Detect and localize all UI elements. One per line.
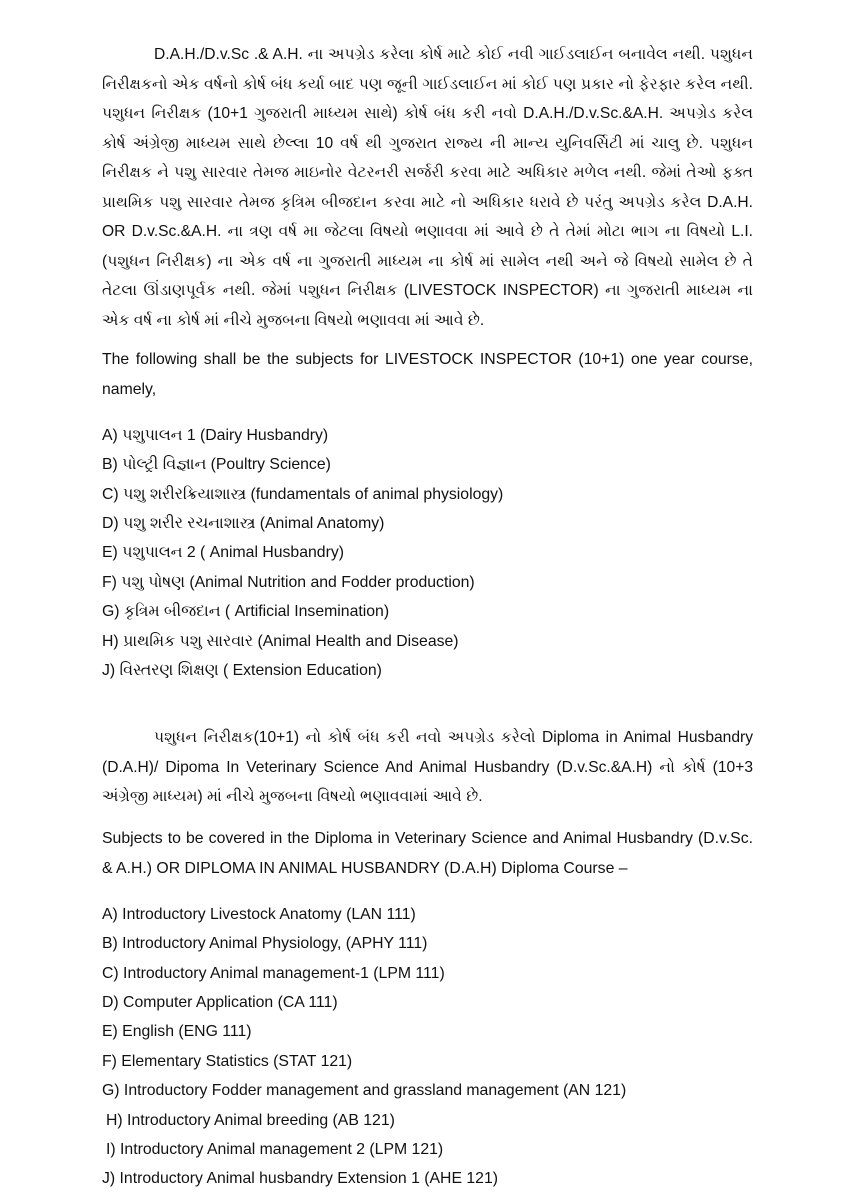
list-item: A) પશુપાલન 1 (Dairy Husbandry)	[102, 426, 329, 444]
list-item: F) Elementary Statistics (STAT 121)	[102, 1052, 353, 1070]
list-item: I) Introductory Animal management 2 (LPM 121)	[106, 1141, 444, 1158]
list-item: A) Introductory Livestock Anatomy (LAN 111)	[102, 905, 416, 923]
dah-course-heading: Subjects to be covered in the Diploma in Veterinary Science and Animal Husbandry (D.v.Sc. & A.H.) OR DIPLOMA IN ANIMAL HUSBANDRY (D.A.H) Diploma Course –	[102, 829, 753, 877]
list-item: G) Introductory Fodder management and grassland management (AN 121)	[102, 1082, 627, 1100]
list-item: D) પશુ શરીર રચનાશાસ્ત્ર (Animal Anatomy)	[102, 515, 385, 533]
list-item: H) પ્રાથમિક પશુ સારવાર (Animal Health and Disease)	[102, 632, 459, 650]
list-item: J) વિસ્તરણ શિક્ષણ ( Extension Education)	[102, 662, 382, 680]
list-item: C) Introductory Animal management-1 (LPM 111)	[102, 964, 445, 982]
list-item: G) કૃત્રિમ બીજદાન ( Artificial Insemination)	[102, 603, 390, 621]
li-subject-list	[102, 421, 753, 686]
list-item: B) પોલ્ટ્રી વિજ્ઞાન (Poultry Science)	[102, 456, 331, 474]
li-course-heading: The following shall be the subjects for LIVESTOCK INSPECTOR (10+1) one year course, namely,	[102, 351, 753, 398]
list-item: E) English (ENG 111)	[102, 1023, 252, 1041]
list-item: D) Computer Application (CA 111)	[102, 993, 338, 1011]
list-item: E) પશુપાલન 2 ( Animal Husbandry)	[102, 544, 344, 562]
list-item: B) Introductory Animal Physiology, (APHY 111)	[102, 935, 428, 953]
list-item: H) Introductory Animal breeding (AB 121)	[106, 1111, 395, 1129]
list-item: F) પશુ પોષણ (Animal Nutrition and Fodder production)	[102, 573, 475, 591]
dah-subject-list	[102, 900, 753, 1194]
intro-paragraph: D.A.H./D.v.Sc .& A.H. ના અપગ્રેડ કરેલા કોર્ષ માટે કોઈ નવી ગાઈડલાઈન બનાવેલ નથી. પશુધન નિરીક્ષકનો એક વર્ષનો કોર્ષ બંધ કર્યા બાદ પણ જૂની ગાઈડલાઈન માં કોઈ પણ પ્રકાર નો ફેરફાર કરેલ નથી. પશુધન નિરીક્ષક (10+1 ગુજરાતી માધ્યમ સાથે) કોર્ષ બંધ કરી નવો D.A.H./D.v.Sc.&A.H. અપગ્રેડ કરેલ કોર્ષ અંગ્રેજી માધ્યમ સાથે છેલ્લા 10 વર્ષ થી ગુજરાત રાજ્ય ની માન્ય યુનિવર્સિટી માં ચાલુ છે. પશુધન નિરીક્ષક ને પશુ સારવાર તેમજ માઇનોર વેટરનરી સર્જરી કરવા માટે અધિકાર મળેલ નથી. જેમાં તેઓ ફક્ત પ્રાથમિક પશુ સારવાર તેમજ કૃત્રિમ બીજદાન કરવા માટે નો અધિકાર ધરાવે છે પરંતુ અપગ્રેડ કરેલ D.A.H. OR D.v.Sc.&A.H. ના ત્રણ વર્ષ મા જેટલા વિષયો ભણાવવા માં આવે છે તે તેમાં મોટા ભાગ ના વિષયો L.I.(પશુધન નિરીક્ષક) ના એક વર્ષ ના ગુજરાતી માધ્યમ ના કોર્ષ માં સામેલ નથી અને જે વિષયો સામેલ છે તે તેટલા ઊંડાણપૂર્વક નથી. જેમાં પશુધન નિરીક્ષક (LIVESTOCK INSPECTOR) ના ગુજરાતી માધ્યમ ના એક વર્ષ ના કોર્ષ માં નીચે મુજબના વિષયો ભણાવવા માં આવે છે.	[102, 46, 753, 329]
list-item: C) પશુ શરીરક્રિયાશાસ્ત્ર (fundamentals of animal physiology)	[102, 485, 504, 503]
dah-paragraph: પશુધન નિરીક્ષક(10+1) નો કોર્ષ બંધ કરી નવો અપગ્રેડ કરેલો Diploma in Animal Husbandry (D.A.H)/ Dipoma In Veterinary Science And Animal Husbandry (D.v.Sc.&A.H) નો કોર્ષ (10+3 અંગ્રેજી માધ્યમ) માં નીચે મુજબના વિષયો ભણાવવામાં આવે છે.	[102, 729, 753, 806]
list-item: J) Introductory Animal husbandry Extension 1 (AHE 121)	[102, 1170, 498, 1188]
